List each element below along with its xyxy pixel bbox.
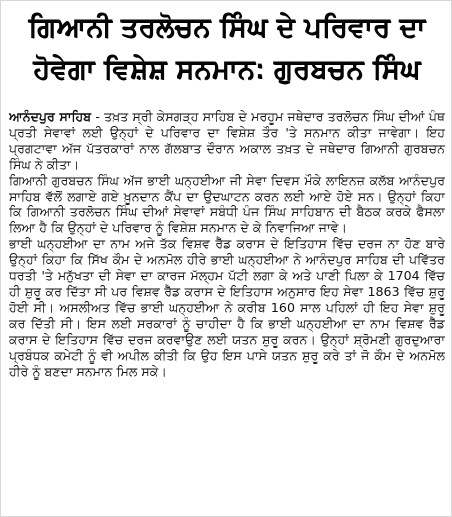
article-paragraph-1	[9, 109, 445, 173]
headline-line-2: ਹੋਵੇਗਾ ਵਿਸ਼ੇਸ਼ ਸਨਮਾਨ: ਗੁਰਬਚਨ ਸਿੰਘ	[33, 54, 421, 85]
dateline: ਆਨੰਦਪੁਰ ਸਾਹਿਬ	[9, 109, 92, 124]
article-paragraph-2: ਗਿਆਨੀ ਗੁਰਬਚਨ ਸਿੰਘ ਅੱਜ ਭਾਈ ਘਨ੍ਹਈਆ ਜੀ ਸੇਵਾ ਦਿਵਸ ਮੌਕੇ ਲਾਇਨਜ਼ ਕਲੱਬ ਆਨੰਦਪੁਰ ਸਾਹਿਬ ਵੱਲੋਂ ਲਗਾਏ ਗਏ ਖ਼ੂਨਦਾਨ ਕੈਂਪ ਦਾ ਉਦਘਾਟਨ ਕਰਨ ਲਈ ਆਏ ਹੋਏ ਸਨ। ਉਨ੍ਹਾਂ ਕਿਹਾ ਕਿ ਗਿਆਨੀ ਤਰਲੋਚਨ ਸਿੰਘ ਦੀਆਂ ਸੇਵਾਵਾਂ ਸਬੰਧੀ ਪੰਜ ਸਿੰਘ ਸਾਹਿਬਾਨ ਦੀ ਬੈਠਕ ਕਰਕੇ ਫੈਸਲਾ ਲਿਆ ਹੈ ਕਿ ਉਨ੍ਹਾਂ ਦੇ ਪਰਿਵਾਰ ਨੂੰ ਵਿਸ਼ੇਸ਼ ਸਨਮਾਨ ਦੇ ਕੇ ਨਿਵਾਜਿਆ ਜਾਵੇ।	[9, 172, 445, 236]
headline-line-1: ਗਿਆਨੀ ਤਰਲੋਚਨ ਸਿੰਘ ਦੇ ਪਰਿਵਾਰ ਦਾ	[28, 12, 426, 43]
article-paragraph-3: ਭਾਈ ਘਨ੍ਹਈਆ ਦਾ ਨਾਮ ਅਜੇ ਤੱਕ ਵਿਸ਼ਵ ਰੈੱਡ ਕਰਾਸ ਦੇ ਇਤਿਹਾਸ ਵਿੱਚ ਦਰਜ ਨਾ ਹੋਣ ਬਾਰੇ ਉਨ੍ਹਾਂ ਕਿਹਾ ਕਿ ਸਿੱਖ ਕੌਮ ਦੇ ਅਨਮੋਲ ਹੀਰੇ ਭਾਈ ਘਨ੍ਹਈਆ ਨੇ ਆਨੰਦਪੁਰ ਸਾਹਿਬ ਦੀ ਪਵਿੱਤਰ ਧਰਤੀ 'ਤੇ ਮਨੁੱਖਤਾ ਦੀ ਸੇਵਾ ਦਾ ਕਾਰਜ ਮੱਲ੍ਹਮ ਪੱਟੀ ਲਗਾ ਕੇ ਅਤੇ ਪਾਣੀ ਪਿਲਾ ਕੇ 1704 ਵਿੱਚ ਹੀ ਸ਼ੁਰੂ ਕਰ ਦਿੱਤਾ ਸੀ ਪਰ ਵਿਸ਼ਵ ਰੈੱਡ ਕਰਾਸ ਦੇ ਇਤਿਹਾਸ ਅਨੁਸਾਰ ਇਹ ਸੇਵਾ 1863 ਵਿੱਚ ਸ਼ੁਰੂ ਹੋਈ ਸੀ। ਅਸਲੀਅਤ ਵਿੱਚ ਭਾਈ ਘਨ੍ਹਈਆ ਨੇ ਕਰੀਬ 160 ਸਾਲ ਪਹਿਲਾਂ ਹੀ ਇਹ ਸੇਵਾ ਸ਼ੁਰੂ ਕਰ ਦਿੱਤੀ ਸੀ। ਇਸ ਲਈ ਸਰਕਾਰਾਂ ਨੂੰ ਚਾਹੀਦਾ ਹੈ ਕਿ ਭਾਈ ਘਨ੍ਹਈਆ ਦਾ ਨਾਮ ਵਿਸ਼ਵ ਰੈੱਡ ਕਰਾਸ ਦੇ ਇਤਿਹਾਸ ਵਿੱਚ ਦਰਜ ਕਰਵਾਉਣ ਲਈ ਯਤਨ ਸ਼ੁਰੂ ਕਰਨ। ਉਨ੍ਹਾਂ ਸ਼੍ਰੋਮਣੀ ਗੁਰਦੁਆਰਾ ਪ੍ਰਬੰਧਕ ਕਮੇਟੀ ਨੂੰ ਵੀ ਅਪੀਲ ਕੀਤੀ ਕਿ ਉਹ ਇਸ ਪਾਸੇ ਯਤਨ ਸ਼ੁਰੂ ਕਰੇ ਤਾਂ ਜੋ ਕੌਮ ਦੇ ਅਨਮੋਲ ਹੀਰੇ ਨੂੰ ਬਣਦਾ ਸਨਮਾਨ ਮਿਲ ਸਕੇ।	[9, 236, 445, 379]
paragraph-1-text: - ਤਖ਼ਤ ਸ੍ਰੀ ਕੇਸਗੜ੍ਹ ਸਾਹਿਬ ਦੇ ਮਰਹੂਮ ਜਥੇਦਾਰ ਤਰਲੋਚਨ ਸਿੰਘ ਦੀਆਂ ਪੰਥ ਪ੍ਰਤੀ ਸੇਵਾਵਾਂ ਲਈ ਉਨ੍ਹਾਂ ਦੇ ਪਰਿਵਾਰ ਦਾ ਵਿਸ਼ੇਸ਼ ਤੌਰ 'ਤੇ ਸਨਮਾਨ ਕੀਤਾ ਜਾਵੇਗਾ। ਇਹ ਪ੍ਰਗਟਾਵਾ ਅੱਜ ਪੱਤਰਕਾਰਾਂ ਨਾਲ ਗੱਲਬਾਤ ਦੌਰਾਨ ਅਕਾਲ ਤਖ਼ਤ ਦੇ ਜਥੇਦਾਰ ਗਿਆਨੀ ਗੁਰਬਚਨ ਸਿੰਘ ਨੇ ਕੀਤਾ।	[9, 109, 445, 172]
article-body	[9, 109, 445, 509]
